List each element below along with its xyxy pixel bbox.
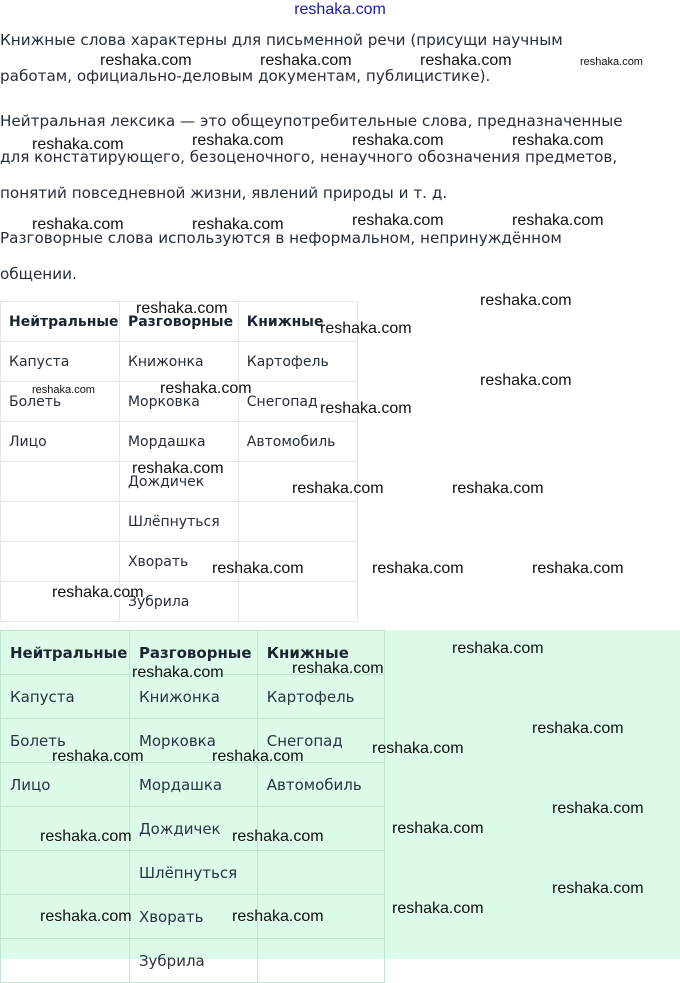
words-table-highlighted [0, 630, 385, 983]
table-row [1, 807, 385, 851]
paragraph-line: общении. [0, 265, 77, 283]
table-header-row [1, 302, 358, 342]
table-cell: Зубрила [129, 939, 257, 983]
table-cell [1, 895, 130, 939]
watermark: reshaka.com [452, 480, 544, 497]
table-cell [1, 542, 120, 582]
table-cell [257, 807, 384, 851]
table-cell: Лицо [1, 763, 130, 807]
watermark: reshaka.com [392, 820, 484, 837]
header-colloquial: Разговорные [119, 302, 238, 342]
table-cell: Шлёпнуться [119, 502, 238, 542]
watermark: reshaka.com [232, 828, 324, 845]
table-cell [257, 895, 384, 939]
paragraph-line: понятий повседневной жизни, явлений природы и т. д. [0, 184, 448, 202]
watermark: reshaka.com [292, 660, 384, 677]
table-cell [257, 851, 384, 895]
watermark: reshaka.com [32, 216, 124, 233]
header-bookish: Книжные [238, 302, 357, 342]
table-row [1, 502, 358, 542]
table-cell: Автомобиль [238, 422, 357, 462]
table-cell [1, 582, 120, 622]
watermark: reshaka.com [52, 748, 144, 765]
table-cell: Дождичек [119, 462, 238, 502]
header-neutral: Нейтральные [1, 631, 130, 675]
watermark: reshaka.com [420, 52, 512, 69]
table-cell [257, 939, 384, 983]
paragraph-bookish-words [0, 22, 680, 94]
table-row [1, 462, 358, 502]
table-cell [238, 462, 357, 502]
table-cell: Снегопад [257, 719, 384, 763]
watermark: reshaka.com [192, 132, 284, 149]
watermark: reshaka.com [40, 908, 132, 925]
watermark: reshaka.com [192, 216, 284, 233]
table-cell: Мордашка [119, 422, 238, 462]
table-cell: Книжонка [119, 342, 238, 382]
watermark: reshaka.com [512, 212, 604, 229]
table-cell [238, 542, 357, 582]
table-cell: Дождичек [129, 807, 257, 851]
watermark: reshaka.com [480, 372, 572, 389]
table-cell: Морковка [119, 382, 238, 422]
table-cell: Капуста [1, 342, 120, 382]
paragraph-line: Разговорные слова используются в неформальном, непринуждённом [0, 229, 562, 247]
watermark: reshaka.com [532, 720, 624, 737]
watermark: reshaka.com [132, 460, 224, 477]
table-row [1, 851, 385, 895]
table-cell: Снегопад [238, 382, 357, 422]
table-row [1, 542, 358, 582]
watermark: reshaka.com [40, 828, 132, 845]
table-row [1, 422, 358, 462]
watermark: reshaka.com [232, 908, 324, 925]
watermark: reshaka.com [392, 900, 484, 917]
watermark: reshaka.com [552, 880, 644, 897]
site-title-link[interactable]: reshaka.com [294, 1, 386, 18]
header-bookish: Книжные [257, 631, 384, 675]
table-cell: Хворать [129, 895, 257, 939]
watermark: reshaka.com [260, 52, 352, 69]
paragraph-line: Книжные слова характерны для письменной речи (присущи научным [0, 31, 563, 49]
watermark: reshaka.com [352, 212, 444, 229]
table-row [1, 939, 385, 983]
watermark: reshaka.com [100, 52, 192, 69]
watermark: reshaka.com [480, 292, 572, 309]
paragraph-neutral-lexicon [0, 103, 680, 211]
paragraph-line: работам, официально-деловым документам, публицистике). [0, 67, 491, 85]
table-cell: Лицо [1, 422, 120, 462]
table-row [1, 763, 385, 807]
table-row [1, 382, 358, 422]
watermark: reshaka.com [580, 56, 643, 68]
table-cell: Капуста [1, 675, 130, 719]
table-cell [1, 807, 130, 851]
watermark: reshaka.com [292, 480, 384, 497]
watermark: reshaka.com [552, 800, 644, 817]
watermark: reshaka.com [320, 320, 412, 337]
table-cell: Шлёпнуться [129, 851, 257, 895]
watermark: reshaka.com [160, 380, 252, 397]
watermark: reshaka.com [32, 384, 95, 396]
paragraph-line: Нейтральная лексика — это общеупотребительные слова, предназначенные [0, 112, 623, 130]
table-header-row [1, 631, 385, 675]
watermark: reshaka.com [532, 560, 624, 577]
words-table-plain [0, 301, 358, 622]
header-colloquial: Разговорные [129, 631, 257, 675]
table-cell: Книжонка [129, 675, 257, 719]
watermark: reshaka.com [512, 132, 604, 149]
watermark: reshaka.com [320, 400, 412, 417]
watermark: reshaka.com [452, 640, 544, 657]
watermark: reshaka.com [32, 136, 124, 153]
watermark: reshaka.com [372, 740, 464, 757]
table-cell [1, 851, 130, 895]
table-row [1, 675, 385, 719]
watermark: reshaka.com [212, 560, 304, 577]
watermark: reshaka.com [212, 748, 304, 765]
paragraph-colloquial-words [0, 220, 680, 292]
table-cell: Автомобиль [257, 763, 384, 807]
table-cell: Картофель [257, 675, 384, 719]
header-neutral: Нейтральные [1, 302, 120, 342]
table-row [1, 342, 358, 382]
table-cell [1, 939, 130, 983]
watermark: reshaka.com [52, 584, 144, 601]
table-cell [1, 502, 120, 542]
watermark: reshaka.com [132, 664, 224, 681]
table-row [1, 582, 358, 622]
watermark: reshaka.com [372, 560, 464, 577]
table-cell [238, 502, 357, 542]
table-cell [238, 582, 357, 622]
table-cell: Зубрила [119, 582, 238, 622]
table-cell: Хворать [119, 542, 238, 582]
table-row [1, 719, 385, 763]
table-cell: Картофель [238, 342, 357, 382]
paragraph-line: для констатирующего, безоценочного, ненаучного обозначения предметов, [0, 148, 618, 166]
table-row [1, 895, 385, 939]
watermark: reshaka.com [352, 132, 444, 149]
table-cell: Болеть [1, 382, 120, 422]
watermark: reshaka.com [136, 300, 228, 317]
table-cell: Болеть [1, 719, 130, 763]
table-cell: Морковка [129, 719, 257, 763]
table-cell [1, 462, 120, 502]
table-cell: Мордашка [129, 763, 257, 807]
